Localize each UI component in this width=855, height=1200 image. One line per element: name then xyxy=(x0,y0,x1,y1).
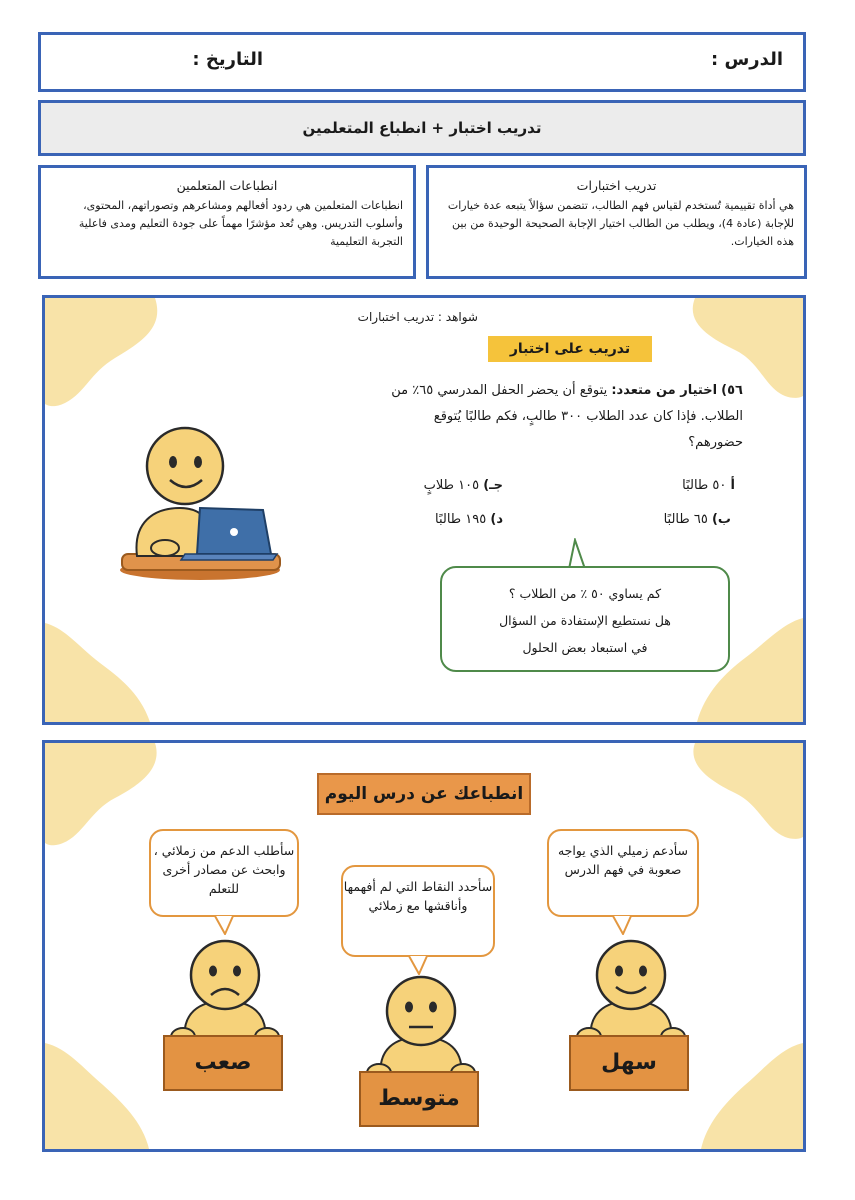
definition-impressions-text: انطباعات المتعلمين هي ردود أفعالهم ومشاعرهم وتصوراتهم، المحتوى، وأسلوب التدريس. وهي تُعد مؤشرًا مهماً على جودة التعليم ومدى فاعلية التجربة التعليمية xyxy=(78,199,403,248)
hint-line: في استبعاد بعض الحلول xyxy=(522,640,648,655)
question-text: يتوقع أن يحضر الحفل المدرسي ٦٥٪ من الطلاب. فإذا كان عدد الطلاب ٣٠٠ طالبٍ، فكم طالبًا يُتوقع حضورهم؟ xyxy=(391,383,743,450)
hint-line: هل نستطيع الإستفادة من السؤال xyxy=(499,613,671,628)
medium-bubble: سأحدد النقاط التي لم أفهمها وأناقشها مع زملائي xyxy=(341,865,495,957)
definition-test-heading: تدريب اختبارات xyxy=(576,178,657,193)
laptop-character-icon xyxy=(120,428,280,580)
reactions-banner: انطباعك عن درس اليوم xyxy=(317,773,531,815)
definition-test-text: هي أداة تقييمية تُستخدم لقياس فهم الطالب، تتضمن سؤالاً يتبعه عدة خيارات للإجابة (عادة 4)، ويطلب من الطالب اختيار الإجابة الصحيحة الوحيدة من بين هذه الخيارات. xyxy=(447,199,794,248)
lesson-label: الدرس : xyxy=(711,49,783,70)
definition-test-box xyxy=(426,165,807,279)
date-label: التاريخ : xyxy=(192,49,263,70)
question-number: ٥٦) xyxy=(721,383,743,398)
easy-bubble-tail xyxy=(611,915,635,935)
hard-bubble: سأطلب الدعم من زملائي ، وابحث عن مصادر أخرى للتعلم xyxy=(149,829,299,917)
hard-sign: صعب xyxy=(163,1035,283,1091)
page-title: تدريب اختبار + انطباع المتعلمين xyxy=(302,119,542,137)
hint-line: كم يساوي ٥٠ ٪ من الطلاب ؟ xyxy=(508,586,662,601)
exercise-heading: شواهد : تدريب اختبارات xyxy=(357,310,478,324)
hint-bubble xyxy=(440,566,730,672)
option-c: جـ) ١٠٥ طلابٍ xyxy=(423,478,503,493)
medium-sign: متوسط xyxy=(359,1071,479,1127)
neutral-face-icon xyxy=(359,971,483,1081)
exercise-banner: تدريب على اختبار xyxy=(488,336,652,362)
question-text-block xyxy=(383,378,743,456)
question-type: اختيار من متعدد: xyxy=(611,383,718,398)
reactions-panel xyxy=(42,740,806,1152)
option-a: أ ٥٠ طالبًا xyxy=(682,478,735,493)
option-d: د) ١٩٥ طالبًا xyxy=(434,512,503,527)
definition-impressions-heading: انطباعات المتعلمين xyxy=(176,178,278,193)
title-box xyxy=(38,100,806,156)
easy-sign: سهل xyxy=(569,1035,689,1091)
definition-impressions-box xyxy=(38,165,416,279)
exercise-panel xyxy=(42,295,806,725)
sad-face-icon xyxy=(163,935,287,1045)
happy-face-icon xyxy=(569,935,693,1045)
header-box xyxy=(38,32,806,92)
easy-bubble: سأدعم زميلي الذي يواجه صعوبة في فهم الدرس xyxy=(547,829,699,917)
option-b: ب) ٦٥ طالبًا xyxy=(663,512,731,527)
hard-bubble-tail xyxy=(213,915,237,935)
